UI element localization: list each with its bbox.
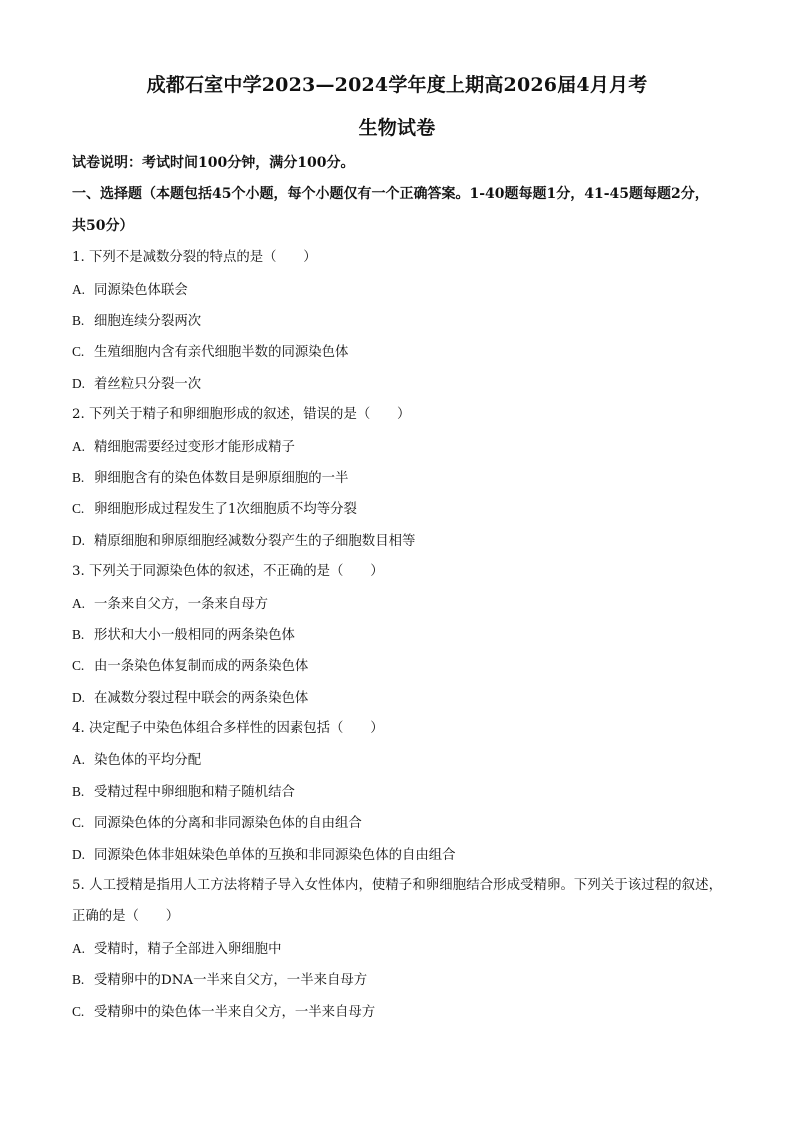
option-d xyxy=(72,839,722,870)
question-5 xyxy=(72,870,722,1027)
option-d xyxy=(72,682,722,713)
option-text: 同源染色体联会 xyxy=(94,282,188,298)
question-stem: 4. 决定配子中染色体组合多样性的因素包括（ ） xyxy=(72,721,384,737)
option-b xyxy=(72,776,722,807)
option-text: 精细胞需要经过变形才能形成精子 xyxy=(94,439,295,455)
option-d xyxy=(72,525,722,556)
option-letter: B. xyxy=(72,626,85,642)
exam-instructions: 试卷说明：考试时间100分钟，满分100分。 xyxy=(72,155,355,171)
option-letter: B. xyxy=(72,469,85,485)
question-3 xyxy=(72,556,722,713)
option-letter: D. xyxy=(72,375,86,391)
option-text: 卵细胞形成过程发生了1次细胞质不均等分裂 xyxy=(94,502,357,518)
option-letter: B. xyxy=(72,972,85,988)
question-stem: 2. 下列关于精子和卵细胞形成的叙述，错误的是（ ） xyxy=(72,407,411,423)
option-a xyxy=(72,744,722,775)
option-letter: D. xyxy=(72,846,86,862)
option-c xyxy=(72,996,722,1027)
question-stem: 5. 人工授精是指用人工方法将精子导入女性体内，使精子和卵细胞结合形成受精卵。下列关于该过程的叙述，正确的是（ ） xyxy=(72,878,722,925)
question-1 xyxy=(72,242,722,399)
option-letter: C. xyxy=(72,815,85,831)
option-text: 同源染色体的分离和非同源染色体的自由组合 xyxy=(94,816,362,832)
option-text: 受精卵中的DNA一半来自父方，一半来自母方 xyxy=(94,973,368,989)
question-stem: 3. 下列关于同源染色体的叙述，不正确的是（ ） xyxy=(72,564,384,580)
option-text: 卵细胞含有的染色体数目是卵原细胞的一半 xyxy=(94,470,349,486)
question-stem: 1. 下列不是减数分裂的特点的是（ ） xyxy=(72,250,317,266)
option-text: 生殖细胞内含有亲代细胞半数的同源染色体 xyxy=(94,345,349,361)
option-letter: B. xyxy=(72,312,85,328)
option-letter: A. xyxy=(72,752,86,768)
section-heading: 一、选择题（本题包括45个小题，每个小题仅有一个正确答案。1-40题每题1分，41-45题每题2分，共50分） xyxy=(72,186,709,234)
option-letter: C. xyxy=(72,501,85,517)
option-text: 在减数分裂过程中联会的两条染色体 xyxy=(94,690,309,706)
option-letter: C. xyxy=(72,658,85,674)
option-c xyxy=(72,336,722,367)
option-text: 形状和大小一般相同的两条染色体 xyxy=(94,627,295,643)
option-b xyxy=(72,964,722,995)
question-2 xyxy=(72,399,722,556)
option-c xyxy=(72,807,722,838)
option-a xyxy=(72,274,722,305)
option-text: 受精卵中的染色体一半来自父方，一半来自母方 xyxy=(94,1004,376,1020)
option-text: 着丝粒只分裂一次 xyxy=(94,376,202,392)
question-4 xyxy=(72,713,722,870)
option-text: 染色体的平均分配 xyxy=(94,753,202,769)
option-text: 由一条染色体复制而成的两条染色体 xyxy=(94,659,309,675)
option-letter: C. xyxy=(72,344,85,360)
option-b xyxy=(72,462,722,493)
option-letter: B. xyxy=(72,783,85,799)
option-letter: D. xyxy=(72,689,86,705)
exam-title: 成都石室中学2023—2024学年度上期高2026届4月月考 xyxy=(146,74,648,96)
option-a xyxy=(72,933,722,964)
option-b xyxy=(72,619,722,650)
option-letter: A. xyxy=(72,940,86,956)
option-text: 精原细胞和卵原细胞经减数分裂产生的子细胞数目相等 xyxy=(94,533,416,549)
option-text: 受精时，精子全部进入卵细胞中 xyxy=(94,941,282,957)
option-text: 一条来自父方，一条来自母方 xyxy=(94,596,269,612)
exam-subtitle: 生物试卷 xyxy=(358,117,436,139)
option-letter: A. xyxy=(72,438,86,454)
option-c xyxy=(72,650,722,681)
option-a xyxy=(72,588,722,619)
option-letter: D. xyxy=(72,532,86,548)
exam-content xyxy=(72,148,722,1027)
option-b xyxy=(72,305,722,336)
option-c xyxy=(72,493,722,524)
option-text: 同源染色体非姐妹染色单体的互换和非同源染色体的自由组合 xyxy=(94,847,456,863)
option-text: 细胞连续分裂两次 xyxy=(94,313,202,329)
option-a xyxy=(72,431,722,462)
option-text: 受精过程中卵细胞和精子随机结合 xyxy=(94,784,295,800)
option-letter: C. xyxy=(72,1003,85,1019)
option-d xyxy=(72,368,722,399)
option-letter: A. xyxy=(72,281,86,297)
option-letter: A. xyxy=(72,595,86,611)
